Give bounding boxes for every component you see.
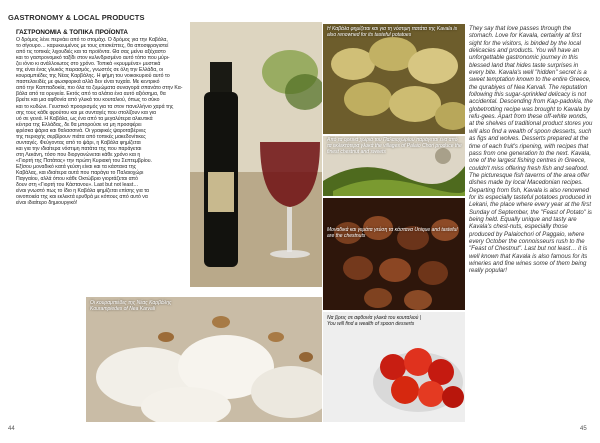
right-page-number: 45 xyxy=(580,426,587,432)
spoon-dessert-photo xyxy=(323,312,465,422)
greek-article-body: Ο δρόμος λένε περνάει από το στομάχι. Ο δρόμος για την Καβάλα, το σίγουρο… καρυκευμένος με τους επισκέπτες, θα αποσφραγιστεί από τις τοπικές λιχουδιές και τα προϊόντα. Θα σας μείνει αξέχαστο και το γαστρονομικό ταξίδι στον κυλινδρισμένο αυτό τόπο που μύρι- ζει ιόνιο κι ανάλλοιωτος στο χρόνο. Τοπικά «κρυμμένα» μυστικά της είναι ένας γλυκός πειρασμός, γνωστός σε όλη την Ελλάδα, οι κουραμπιέδες της Νέας Καρβάλης. Η φήμη του νοικοκυριού αυτό το παστελοειδές με φωσφορικά αλλά δεν είναι τυχαία. Με κεντρικό από την Καππαδοκία, πιο όλα τα ζυμώματα συναγορά σπανάτο στην Κα- βάλα από τα ορυγεία. Εκτός από τα αλάτια ένα αυτό αξιόσημα, θα βρείτε και μια αφθονία από γλυκά του κουταλιού, όπως το σύκο και το κυδώνι. Γευστικό προορισμός για τα στον πανελλήνιο χαρά της σης τους κάθε φρούτου και με συνταγές που στολίζουν και για υό σε γενιά. Η Καβάλα, ως ένα από τα μεγαλύτερα αλιευτικά κέντρα της Ελλάδας, δε θα μπορούσε να μη προσφέρει φρέσκα ψάρια και θαλασσινά. Οι γραφικές ψαροταβέρνες της περιοχής σερβίρουν πιάτα από τοπικές μακεδονίτικες συνταγές. Φεύγοντας από το ψάρι, η Καβάλα φημίζεται και για την ιδιαίτερα νόστιμη πατάτα της που παράγεται στη Λεκάνη, τόσο που διοργανώνεται κάθε χρόνο και η «Γιορτή της Πατάτας» την πρώτη Κυριακή του Σεπτεμβρίου. Εξίσου μοναδικό κατά γεύση είναι και τα κάστανα της Καβάλας, και ιδιαίτερα αυτά που παράγει το Παλαιοχώρι Παγγαίου, αλλά όπου κάθε Οκτώβριο γιορτάζεται από δουν στη «Γιορτή του Κάστανου». Last but not least… είναι γνωστό πως το ίδιο η Καβάλα φημίζεται επίσης για τα οινοποιεία της και εκλεκτά ερυθρά με κόπους από αυτό να είναι ιδιαίτερο δημιουργικό! xyxy=(16,37,183,207)
chestnut-photo xyxy=(323,198,465,310)
greek-article-title: ΓΑΣΤΡΟΝΟΜΙΑ & ΤΟΠΙΚΑ ΠΡΟΪΟΝΤΑ xyxy=(16,29,128,36)
section-label: GASTRONOMY & LOCAL PRODUCTS xyxy=(8,13,145,22)
kourampiedes-caption: Οι κουραμπιέδες της Νέας Καρβάλης Kourampiedes of Nea Karvali xyxy=(90,300,172,312)
greens-photo xyxy=(323,136,465,196)
potato-illustration xyxy=(323,24,465,134)
spoon-dessert-caption: Να βρεις σε αφθονία γλυκά του κουταλιού | You will find a wealth of spoon desserts xyxy=(327,315,422,327)
potato-caption: Η Καβάλα φημίζεται και για τη νόστιμη πατάτα της Kavala is also renowned for its tasteful potatoes xyxy=(327,26,458,38)
english-article-body: They say that love passes through the stomach. Love for Kavala, certainly at first sight for the visitors, is binded by the local delicacies and products. You will have an unforgettable gastronomic journey in this blessed land that hides taste surprises in every bite. Kavala's well "hidden" secret is a sweet temptation known to the entire Greece, the qurabiyes of Nea Karvali. The reputation following this sugar-sprinkled delicacy is not accidental. Descending from Kap-padokia, the globetrotting recipe was brought to Kavala by refu-gees. Apart from these off-white wonds, at the shelves of traditional product stores you will also find a wealth of spoon desserts, such as figs and wolves. Desserts prepared at the time of each fruit's ripening, with recipes that pass from one generation to the next. Kavala, one of the largest fishing centres in Greece, couldn't miss offering fresh fish and seafood. The picturesque fish taverns of the area offer dishes made by local Macedonian recipes. Departing from fish, Kavala is also renowned for its especially tasteful potatoes produced in Lekani, the place where every year at the first Sunday of September, the "Feast of Potato" is being held. Equally unique and tasty are Kavala's chest-nuts, especially those produced by Palaiochori of Paggaio, where every October the connoisseurs rush to the "Feast of Chestnut". Last but not least… it is well known that Kavala is also famous for its wineries and fine wines some of them being really popular! xyxy=(469,26,593,275)
chestnut-caption: Μοναδικά και γεμάτα γεύση τα κάστανα Unique and tasteful are the chestnuts xyxy=(327,227,458,239)
left-page-number: 44 xyxy=(8,426,15,432)
kourampiedes-photo xyxy=(86,297,322,422)
potato-photo xyxy=(323,24,465,134)
spoon-dessert-illustration xyxy=(323,312,465,422)
chestnut-illustration xyxy=(323,198,465,310)
kourampiedes-illustration xyxy=(86,297,322,422)
wine-illustration xyxy=(190,22,322,287)
wine-bottle-photo xyxy=(190,22,322,287)
greens-caption: Από τα ορεινά χωριά του Παλαιοχωρίου παράγεται ένα από τα εκλεκτότερα γλυκά the villages of Palaio Chori produce the finest chestnut and sweets xyxy=(327,137,462,155)
